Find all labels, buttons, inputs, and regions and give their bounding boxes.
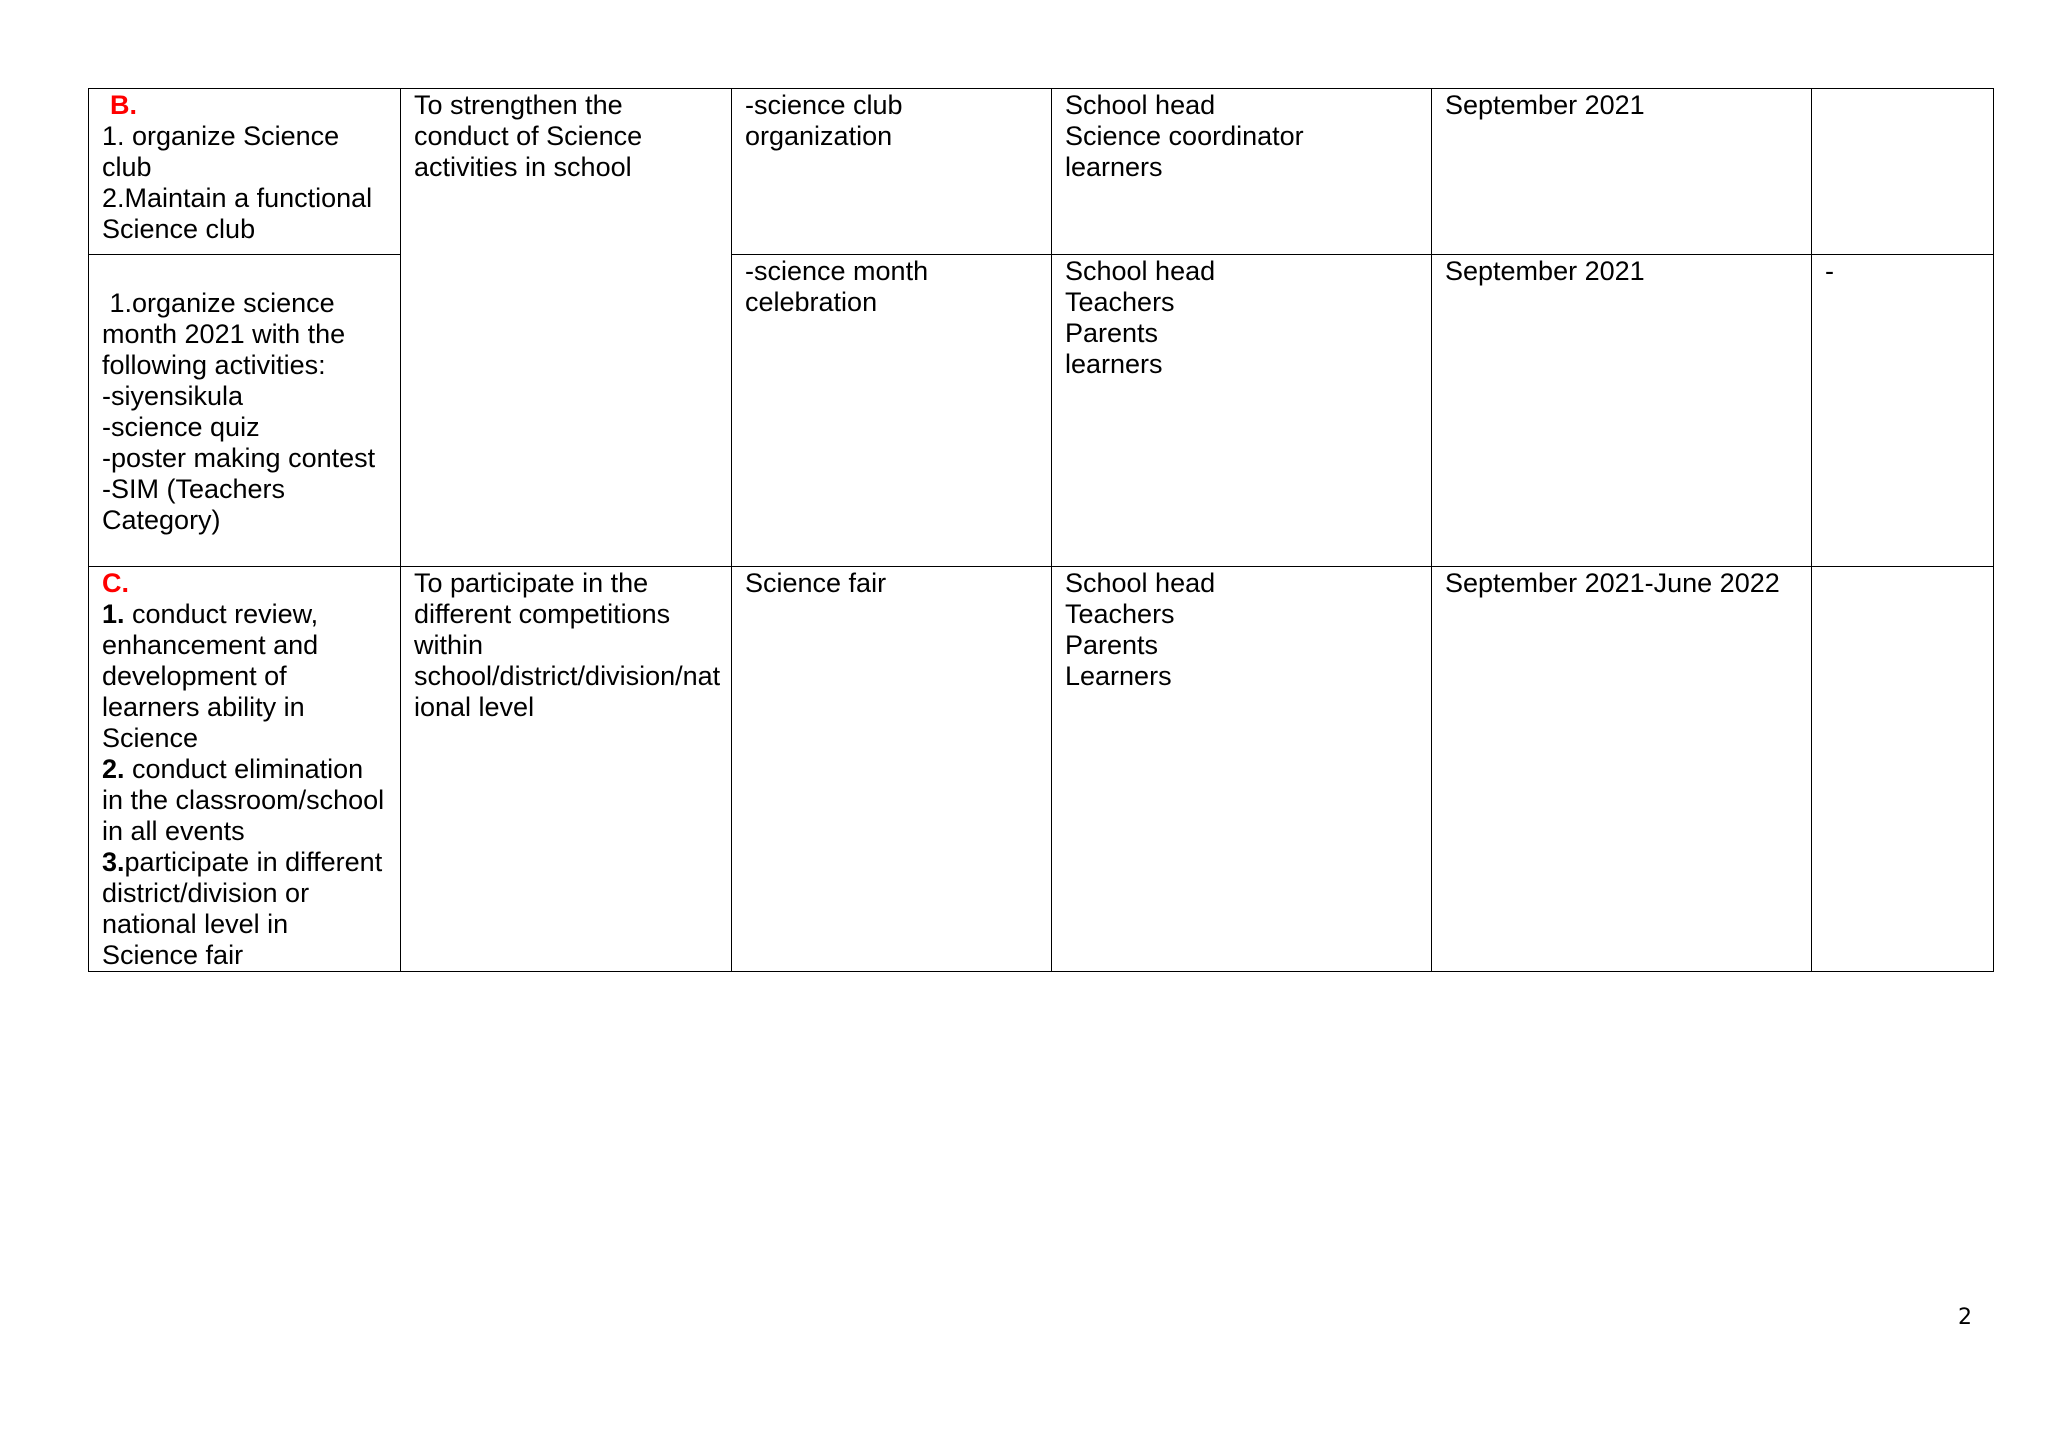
section-label-c: C. [102,568,129,598]
time-frame-cell [1432,89,1812,255]
activity-line: month 2021 with the [102,319,346,349]
person-line: Teachers [1065,287,1175,317]
persons-involved-cell [1052,567,1432,972]
objective-line: To participate in the [414,568,649,598]
objective-line: ional level [414,692,535,722]
activity-line: 1. conduct review, [102,599,319,629]
activity-line: 1.organize science [102,288,335,318]
activity-line: national level in [102,909,289,939]
activity-line: 1. organize Science [102,121,340,151]
person-line: School head [1065,90,1216,120]
table-row-c-science-fair [89,567,1994,972]
item-number: 2. [102,754,125,784]
time-frame-text: September 2021 [1445,90,1645,120]
time-frame-text: September 2021-June 2022 [1445,568,1780,598]
person-line: Learners [1065,661,1172,691]
strategy-line: -science month [745,256,929,286]
person-line: Teachers [1065,599,1175,629]
activity-line: enhancement and [102,630,319,660]
section-label-b: B. [110,90,137,120]
activity-line: -SIM (Teachers [102,474,286,504]
strategy-line: Science fair [745,568,887,598]
objective-cell [401,89,732,567]
person-line: learners [1065,349,1163,379]
activity-line: -science quiz [102,412,260,442]
person-line: Parents [1065,630,1159,660]
persons-involved-cell [1052,89,1432,255]
activity-line: Science fair [102,940,244,970]
activity-line: learners ability in [102,692,305,722]
objective-line: conduct of Science [414,121,643,151]
strategy-line: organization [745,121,893,151]
table-row-b-science-month [89,255,1994,567]
strategy-cell [732,89,1052,255]
persons-involved-cell [1052,255,1432,567]
objective-line: activities in school [414,152,632,182]
strategy-line: -science club [745,90,903,120]
activity-line: in all events [102,816,245,846]
person-line: School head [1065,568,1216,598]
objective-line: different competitions [414,599,671,629]
remarks-cell [1812,89,1994,255]
objective-cell [401,567,732,972]
activity-cell [89,567,401,972]
person-line: Science coordinator [1065,121,1304,151]
table-row-b-science-club [89,89,1994,255]
activity-line: -poster making contest [102,443,376,473]
time-frame-text: September 2021 [1445,256,1645,286]
person-line: Parents [1065,318,1159,348]
strategy-cell [732,255,1052,567]
activity-line: development of [102,661,287,691]
activity-line: district/division or [102,878,310,908]
objective-line: school/district/division/nat [414,661,721,691]
activity-line: 2. conduct elimination [102,754,364,784]
activity-cell [89,255,401,567]
activity-line: Category) [102,505,221,535]
remarks-text: - [1825,256,1834,286]
remarks-cell [1812,567,1994,972]
person-line: School head [1065,256,1216,286]
strategy-line: celebration [745,287,878,317]
activity-cell [89,89,401,255]
page-number: 2 [1958,1305,1972,1330]
action-plan-table [88,88,1994,972]
time-frame-cell [1432,255,1812,567]
item-number: 3. [102,847,125,877]
activity-line: 2.Maintain a functional [102,183,373,213]
person-line: learners [1065,152,1163,182]
objective-line: To strengthen the [414,90,623,120]
activity-line: Science club [102,214,256,244]
activity-line: 3.participate in different [102,847,383,877]
activity-line: Science [102,723,199,753]
activity-line: in the classroom/school [102,785,385,815]
strategy-cell [732,567,1052,972]
time-frame-cell [1432,567,1812,972]
item-number: 1. [102,599,125,629]
activity-line: following activities: [102,350,326,380]
remarks-cell [1812,255,1994,567]
activity-line: club [102,152,152,182]
objective-line: within [414,630,484,660]
activity-line: -siyensikula [102,381,244,411]
